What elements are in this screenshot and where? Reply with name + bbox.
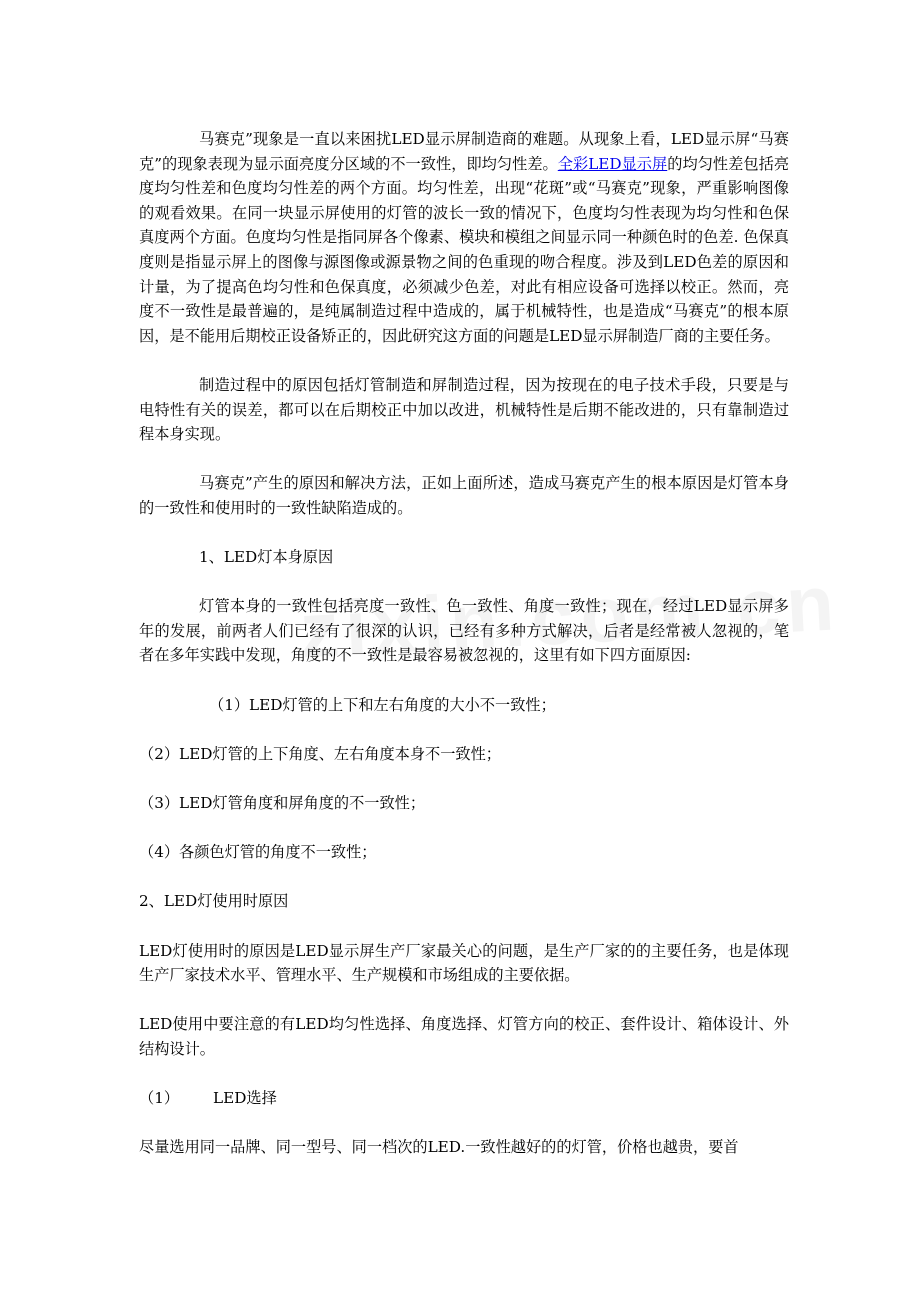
paragraph-intro xyxy=(139,127,789,348)
spacer xyxy=(139,988,789,1013)
spacer xyxy=(139,521,789,546)
spacer xyxy=(139,348,789,373)
heading-led-selection-number: （1） xyxy=(139,1089,180,1108)
paragraph-manufacturing: 制造过程中的原因包括灯管制造和屏制造过程，因为按现在的电子技术手段，只要是与电特性有关的误差，都可以在后期校正中加以改进，机械特性是后期不能改进的，只有靠制造过程本身实现。 xyxy=(139,375,789,444)
document-body xyxy=(139,127,789,1160)
spacer xyxy=(139,766,789,791)
spacer xyxy=(139,914,789,939)
full-color-led-display-link[interactable]: 全彩LED显示屏 xyxy=(557,154,668,173)
heading-led-itself: 1、LED灯本身原因 xyxy=(199,548,334,567)
list-item-angle-self: （2）LED灯管的上下角度、左右角度本身不一致性； xyxy=(139,744,501,763)
paragraph-intro-text-b: 的均匀性差包括亮度均匀性差和色度均匀性差的两个方面。均匀性差，出现“花斑”或“马赛克”现象，严重影响图像的观看效果。在同一块显示屏使用的灯管的波长一致的情况下，色度均匀性表现为均匀性和色保真度两个方面。色度均匀性是指同屏各个像素、模块和模组之间显示同一种颜色时的色差. 色保真度则是指显示屏上的图像与源图像或源景物之间的色重现的吻合程度。涉及到LED色差的原因和计量，为了提高色均匀性和色保真度，必须减少色差，对此有相应设备可选择以校正。然而，亮度不一致性是最普遍的，是纯属制造过程中造成的，属于机械特性，也是造成“马赛克”的根本原因，是不能用后期校正设备矫正的，因此研究这方面的问题是LED显示屏制造厂商的主要任务。 xyxy=(139,154,790,345)
spacer xyxy=(139,1111,789,1136)
list-item-angle-screen: （3）LED灯管角度和屏角度的不一致性； xyxy=(139,794,426,813)
list-item-angle-color: （4）各颜色灯管的角度不一致性； xyxy=(139,843,377,862)
paragraph-usage-notes: LED使用中要注意的有LED均匀性选择、角度选择、灯管方向的校正、套件设计、箱体设计、外结构设计。 xyxy=(139,1015,789,1058)
heading-led-usage: 2、LED灯使用时原因 xyxy=(139,892,289,911)
spacer xyxy=(139,865,789,890)
spacer xyxy=(139,447,789,472)
spacer xyxy=(139,668,789,693)
heading-led-selection xyxy=(139,1086,789,1111)
spacer xyxy=(139,717,789,742)
spacer xyxy=(139,816,789,841)
paragraph-led-selection: 尽量选用同一品牌、同一型号、同一档次的LED.一致性越好的的灯管，价格也越贵，要首 xyxy=(139,1138,739,1157)
spacer xyxy=(139,1062,789,1087)
paragraph-usage-reasons: LED灯使用时的原因是LED显示屏生产厂家最关心的问题，是生产厂家的的主要任务，也是体现生产厂家技术水平、管理水平、生产规模和市场组成的主要依据。 xyxy=(139,941,789,985)
paragraph-intro-text-a: 马赛克”现象是一直以来困扰LED显示屏制造商的难题。从现象上看，LED显示屏“马赛克”的现象表现为显示面亮度分区域的不一致性，即均匀性差。 xyxy=(139,130,789,173)
list-item-angle-size: （1）LED灯管的上下和左右角度的大小不一致性； xyxy=(209,695,556,714)
paragraph-consistency: 灯管本身的一致性包括亮度一致性、色一致性、角度一致性；现在，经过LED显示屏多年的发展，前两者人们已经有了很深的认识，已经有多种方式解决，后者是经常被人忽视的，笔者在多年实践中发现，角度的不一致性是最容易被忽视的，这里有如下四方面原因: xyxy=(139,597,789,665)
heading-led-selection-text: LED选择 xyxy=(213,1089,277,1108)
spacer xyxy=(139,570,789,595)
paragraph-causes: 马赛克”产生的原因和解决方法，正如上面所述，造成马赛克产生的根本原因是灯管本身的一致性和使用时的一致性缺陷造成的。 xyxy=(139,474,789,517)
